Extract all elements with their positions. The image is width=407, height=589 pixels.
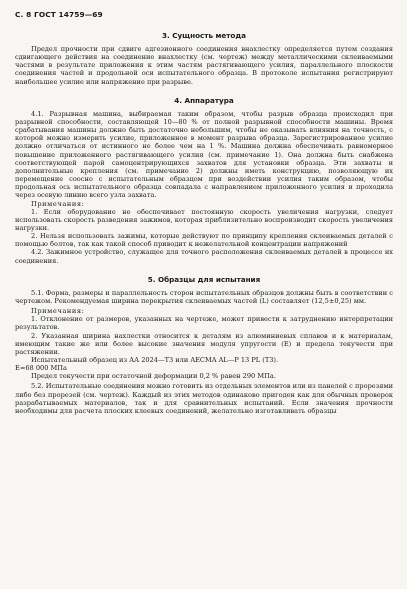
note-5-2-modulus: E=68 000 МПа: [15, 364, 67, 373]
section-5-title: 5. Образцы для испытания: [147, 274, 261, 284]
clause-5-1: 5.1. Форма, размеры и параллельность сторон испытательных образцов должны быть в соответствии с чертежом. Рекомендуемая ширина перекрытия склеиваемых частей (L) составляет (12,5±0,25) мм.: [15, 288, 393, 305]
notes-heading-5: Примечания:: [31, 307, 85, 316]
clause-4-1: 4.1. Разрывная машина, выбираемая таким образом, чтобы разрыв образца происходил при разрывной способности, составляющей 10—80 % от полной разрывной способности машины. Время срабатывания машины должно быть достаточно небольшим, чтобы не оказывать влияния на точность, с которой можно измерить усилие, приложенное в момент разрыва образца. Зарегистрированное усилие должно отличаться от истинного не более чем на 1 %. Машина должна обеспечивать равномерное повышение приложенного растягивающего усилия (см. примечание 1). Она должна быть снабжена соответствующей парой самоцентрирующихся захватов для установки образца. Эти захваты и дополнительные крепления (см. примечание 2) должны иметь конструкцию, позволяющую их перемещение соосно с испытательным образцом при воздействии усилия таким образом, чтобы продольная ось испытательного образца совпадала с направлением приложенного усилия и проходила через осевую линию всего узла захвата.: [15, 109, 393, 200]
notes-heading-4: Примечания:: [31, 199, 85, 208]
note-5-2: 2. Указанная ширина нахлестки относится к деталям из алюминиевых сплавов и к материалам, имеющим такие же или более высокие значения модуля упругости (E) и предела текучести при растяжении.: [15, 331, 393, 356]
section-3-paragraph: Предел прочности при сдвиге адгезионного соединения внахлестку определяется путем создания сдвигающего действия на соединение внахлестку (см. чертеж) между металлическими склеиваемыми частями в результате приложения к этим частям растягивающего усилия, параллельного плоскости соединения частей и продольной оси испытательного образца. В протоколе испытания регистрируют наибольшее усилие или напряжение при разрыве.: [15, 45, 393, 86]
running-head: С. 8 ГОСТ 14759—69: [15, 10, 103, 19]
clause-5-2: 5.2. Испытательные соединения можно готовить из отдельных элементов или из панелей с прорезями либо без прорезей (см. чертеж). Каждый из этих методов одинаково пригоден как для обычных проверок разрабатываемых материалов, так и для сравнительных испытаний. Если значения прочности необходимы для расчета плоских клеевых соединений, желательно изготавливать образцы: [15, 382, 393, 415]
note-5-1: 1. Отклонение от размеров, указанных на чертеже, может привести к затруднению интерпретации результатов.: [15, 315, 393, 332]
section-3-title: 3. Сущность метода: [161, 31, 247, 40]
note-4-2: 2. Нельзя использовать зажимы, которые действуют по принципу крепления склеиваемых деталей с помощью болтов, так как такой способ приводит к нежелательной концентрации напряжений: [15, 232, 393, 249]
note-5-2-yield: Предел текучести при остаточной деформации 0,2 % равен 290 МПа.: [31, 372, 276, 381]
note-5-2-example: Испытательный образец из АА 2024—Т3 или AECMA AL—P 13 PL (Т3).: [31, 356, 279, 364]
section-4-title: 4. Аппаратура: [174, 95, 234, 105]
note-4-1: 1. Если оборудование не обеспечивает постоянную скорость увеличения нагрузки, следует использовать скорость разведения зажимов, которая приблизительно воспроизводит скорость увеличения нагрузки.: [15, 207, 393, 232]
clause-4-2: 4.2. Зажимное устройство, служащее для точного расположения склеиваемых деталей в процессе их соединения.: [15, 248, 393, 265]
